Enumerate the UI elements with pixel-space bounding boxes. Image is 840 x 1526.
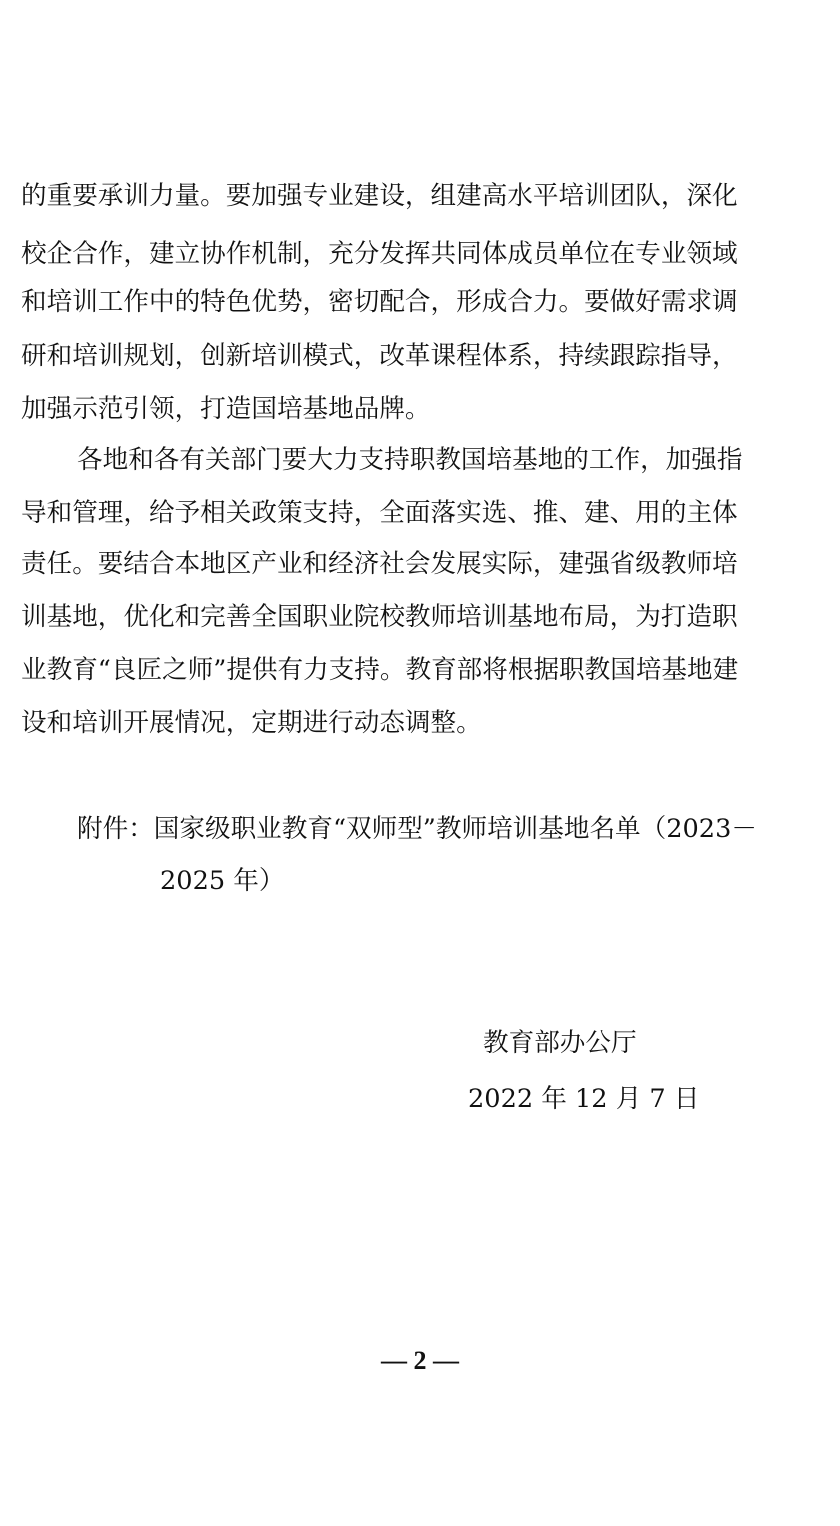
paragraph-line: 的重要承训力量。要加强专业建设，组建高水平培训团队，深化 (21, 181, 738, 211)
paragraph-line: 和培训工作中的特色优势，密切配合，形成合力。要做好需求调 (21, 287, 738, 317)
paragraph-line: 加强示范引领，打造国培基地品牌。 (21, 394, 431, 424)
issue-date: 2022 年 12 月 7 日 (468, 1084, 700, 1114)
issuer-name: 教育部办公厅 (483, 1028, 637, 1058)
paragraph-line: 各地和各有关部门要大力支持职教国培基地的工作，加强指 (77, 445, 743, 475)
attachment-title: 附件：国家级职业教育“双师型”教师培训基地名单（2023－ (77, 814, 757, 844)
paragraph-line: 设和培训开展情况，定期进行动态调整。 (21, 708, 482, 738)
attachment-title-continued: 2025 年） (160, 866, 285, 896)
paragraph-line: 校企合作，建立协作机制，充分发挥共同体成员单位在专业领域 (21, 239, 738, 269)
paragraph-line: 研和培训规划，创新培训模式，改革课程体系，持续跟踪指导， (21, 341, 738, 371)
page-number: — 2 — (381, 1346, 459, 1375)
paragraph-line: 导和管理，给予相关政策支持，全面落实选、推、建、用的主体 (21, 498, 738, 528)
paragraph-line: 责任。要结合本地区产业和经济社会发展实际，建强省级教师培 (21, 549, 738, 579)
paragraph-line: 训基地，优化和完善全国职业院校教师培训基地布局，为打造职 (21, 602, 738, 632)
paragraph-line: 业教育“良匠之师”提供有力支持。教育部将根据职教国培基地建 (21, 655, 739, 685)
